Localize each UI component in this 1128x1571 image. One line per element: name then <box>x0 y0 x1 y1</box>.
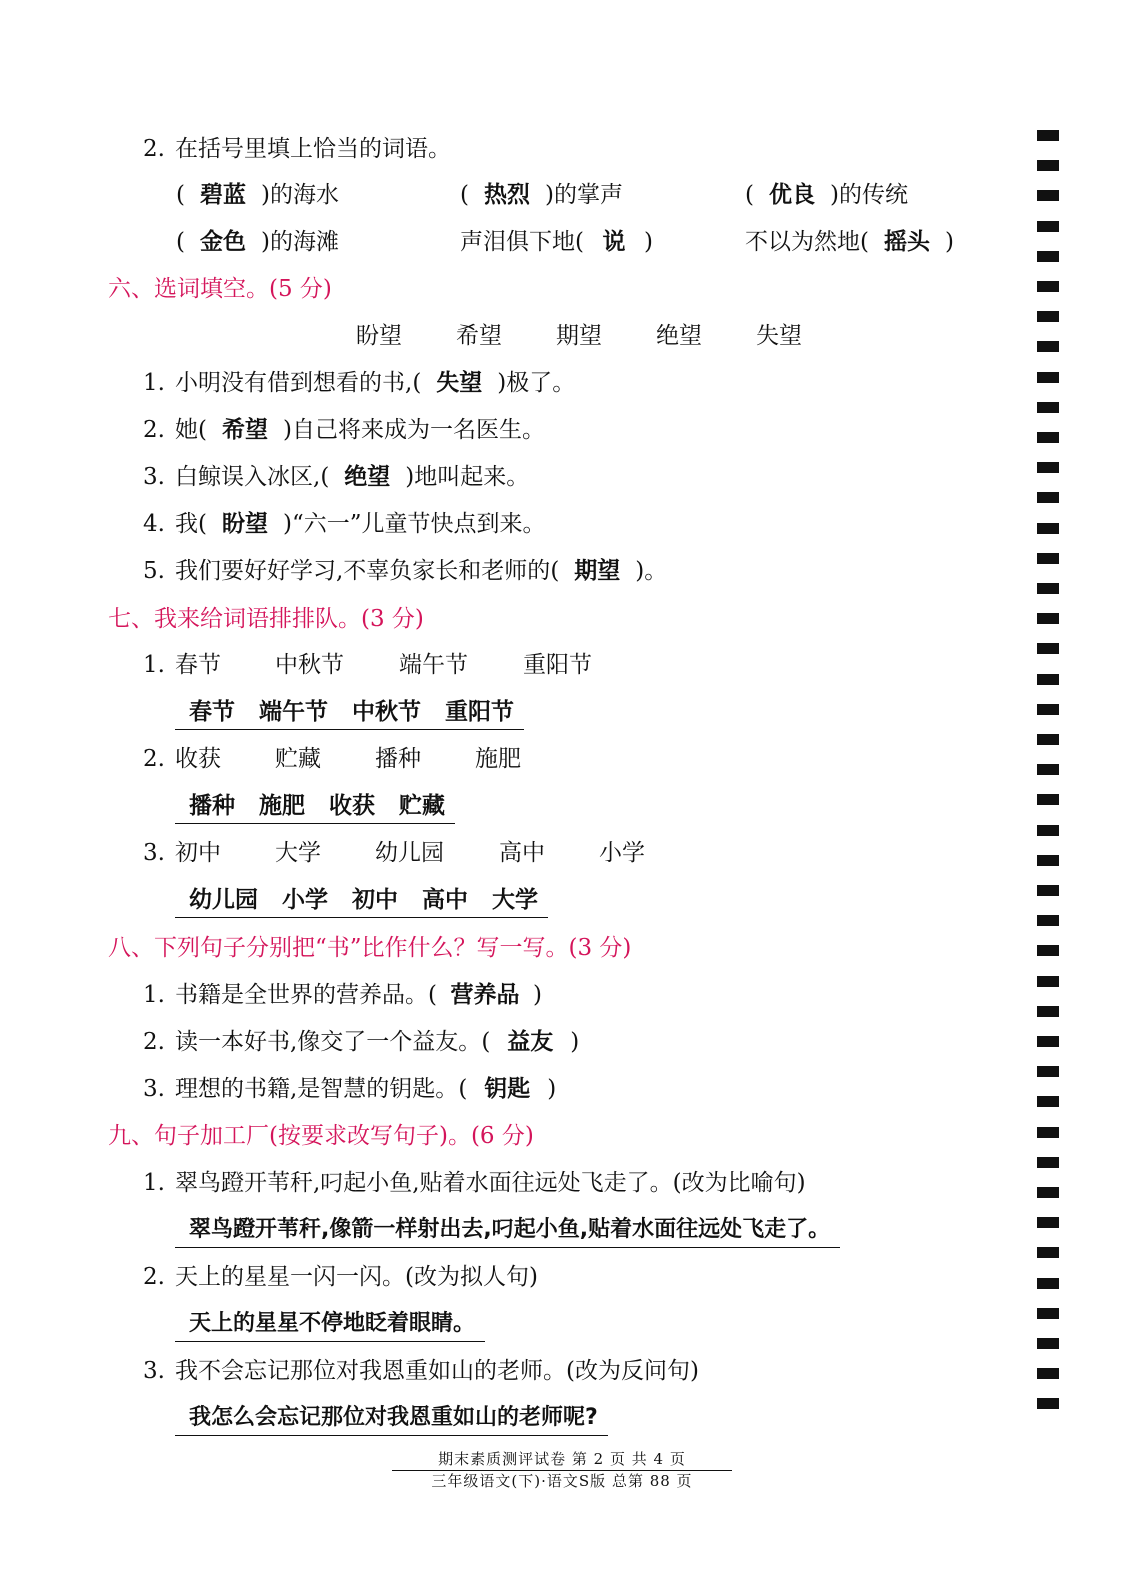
sec9-item-1 <box>143 1168 806 1198</box>
answer-word: 端午节 <box>259 699 328 725</box>
word: 重阳节 <box>523 652 592 678</box>
sentence-pre: 她 <box>175 417 198 443</box>
option-word: 希望 <box>456 323 502 349</box>
sec7-item-3-words <box>143 838 645 868</box>
binding-mark <box>1037 1368 1059 1379</box>
binding-mark <box>1037 1006 1059 1017</box>
sentence: 书籍是全世界的营养品。 <box>175 982 428 1008</box>
binding-mark <box>1037 341 1059 352</box>
sec9-item-1-answer[interactable]: 翠鸟蹬开苇秆,像箭一样射出去,叼起小鱼,贴着水面往远处飞走了。 <box>175 1215 840 1248</box>
binding-mark <box>1037 1127 1059 1138</box>
item-number: 3. <box>143 464 165 490</box>
answer-word: 初中 <box>352 887 398 913</box>
sentence-pre: 小明没有借到想看的书, <box>175 370 413 396</box>
sentence-post: 极了。 <box>506 370 576 396</box>
binding-mark <box>1037 190 1059 201</box>
answer-blank[interactable]: 盼望 <box>221 511 268 537</box>
sentence: 理想的书籍,是智慧的钥匙。 <box>175 1076 459 1102</box>
item-number: 2. <box>143 746 165 772</box>
sec9-item-2-answer[interactable]: 天上的星星不停地眨着眼睛。 <box>175 1309 485 1342</box>
sec6-item-1: 1. 小明没有借到想看的书,( 失望 )极了。 <box>143 370 576 396</box>
binding-mark <box>1037 734 1059 745</box>
binding-mark <box>1037 281 1059 292</box>
word: 大学 <box>275 840 321 866</box>
section-6-title: 六、选词填空。(5 分) <box>108 276 332 302</box>
sentence-post: 地叫起来。 <box>414 464 530 490</box>
word: 贮藏 <box>275 746 321 772</box>
item-number: 1. <box>143 1170 165 1196</box>
option-word: 期望 <box>556 323 602 349</box>
sentence: 读一本好书,像交了一个益友。 <box>175 1029 482 1055</box>
q5-row1-blank-2: ( 热烈 )的掌声 <box>460 182 623 208</box>
sec6-item-4: 4. 我( 盼望 )“六一”儿童节快点到来。 <box>143 511 546 537</box>
binding-mark <box>1037 311 1059 322</box>
q5-row2-blank-1: ( 金色 )的海滩 <box>176 229 339 255</box>
binding-mark <box>1037 915 1059 926</box>
binding-mark <box>1037 1247 1059 1258</box>
binding-mark <box>1037 825 1059 836</box>
page-footer <box>392 1449 732 1491</box>
answer-word: 大学 <box>492 887 538 913</box>
sec6-item-3: 3. 白鲸误入冰区,( 绝望 )地叫起来。 <box>143 464 530 490</box>
item-number: 4. <box>143 511 165 537</box>
binding-mark <box>1037 553 1059 564</box>
q5-row2-blank-3: 不以为然地( 摇头 ) <box>745 229 954 255</box>
sec7-item-2-words <box>143 744 521 774</box>
word: 收获 <box>175 746 221 772</box>
sentence: 翠鸟蹬开苇秆,叼起小鱼,贴着水面往远处飞走了。(改为比喻句) <box>175 1170 806 1196</box>
binding-mark <box>1037 130 1059 141</box>
word: 高中 <box>499 840 545 866</box>
binding-mark <box>1037 1036 1059 1047</box>
binding-mark <box>1037 945 1059 956</box>
binding-mark <box>1037 583 1059 594</box>
word: 春节 <box>175 652 221 678</box>
answer-blank[interactable]: 失望 <box>436 370 483 396</box>
binding-mark <box>1037 1096 1059 1107</box>
answer-blank[interactable]: 说 <box>602 229 626 255</box>
binding-mark <box>1037 402 1059 413</box>
binding-mark <box>1037 1066 1059 1077</box>
binding-mark <box>1037 764 1059 775</box>
binding-mark <box>1037 462 1059 473</box>
blank-suffix: 的掌声 <box>553 182 623 208</box>
binding-mark <box>1037 613 1059 624</box>
answer-blank[interactable]: 碧蓝 <box>199 182 246 208</box>
binding-mark <box>1037 492 1059 503</box>
binding-mark <box>1037 885 1059 896</box>
item-number: 2. <box>143 1029 165 1055</box>
answer-word: 收获 <box>329 793 375 819</box>
answer-blank[interactable]: 摇头 <box>883 229 930 255</box>
item-number: 3. <box>143 1358 165 1384</box>
item-number: 2. <box>143 1264 165 1290</box>
sec7-item-1-words <box>143 650 592 680</box>
blank-prefix: 声泪俱下地 <box>460 229 575 255</box>
answer-blank[interactable]: 热烈 <box>483 182 530 208</box>
option-word: 失望 <box>756 323 802 349</box>
word: 中秋节 <box>275 652 344 678</box>
sentence-pre: 我 <box>175 511 198 537</box>
word-options <box>356 321 856 351</box>
word: 初中 <box>175 840 221 866</box>
item-number: 1. <box>143 982 165 1008</box>
answer-word: 幼儿园 <box>189 887 258 913</box>
answer-word: 播种 <box>189 793 235 819</box>
word: 端午节 <box>399 652 468 678</box>
answer-blank[interactable]: 希望 <box>221 417 268 443</box>
binding-mark <box>1037 643 1059 654</box>
sec8-item-2: 2. 读一本好书,像交了一个益友。( 益友 ) <box>143 1029 580 1055</box>
item-number: 5. <box>143 558 165 584</box>
blank-suffix: 的传统 <box>838 182 908 208</box>
sec7-item-3-answer[interactable] <box>175 885 548 918</box>
sec7-item-1-answer[interactable] <box>175 697 524 730</box>
sec6-item-2: 2. 她( 希望 )自己将来成为一名医生。 <box>143 417 545 443</box>
section-7-title: 七、我来给词语排排队。(3 分) <box>108 606 424 632</box>
sentence-post: 。 <box>644 558 668 584</box>
binding-mark <box>1037 1217 1059 1228</box>
binding-mark <box>1037 855 1059 866</box>
word: 小学 <box>599 840 645 866</box>
section-8-title: 八、下列句子分别把“书”比作什么？写一写。(3 分) <box>108 935 632 961</box>
sec9-item-3 <box>143 1356 699 1386</box>
binding-mark <box>1037 794 1059 805</box>
item-number: 2. <box>143 136 165 162</box>
blank-suffix: 的海滩 <box>269 229 339 255</box>
binding-mark <box>1037 1398 1059 1409</box>
answer-blank[interactable]: 钥匙 <box>484 1076 531 1102</box>
answer-word: 贮藏 <box>399 793 445 819</box>
q5-row2-blank-2: 声泪俱下地( 说 ) <box>460 229 653 255</box>
sec7-item-2-answer[interactable] <box>175 791 455 824</box>
binding-mark <box>1037 976 1059 987</box>
answer-word: 高中 <box>422 887 468 913</box>
answer-word: 春节 <box>189 699 235 725</box>
binding-mark <box>1037 160 1059 171</box>
answer-blank[interactable]: 营养品 <box>450 982 520 1008</box>
binding-mark <box>1037 1278 1059 1289</box>
answer-blank[interactable]: 绝望 <box>344 464 391 490</box>
item-number: 1. <box>143 652 165 678</box>
q5-row1-blank-1: ( 碧蓝 )的海水 <box>176 182 339 208</box>
item-number: 2. <box>143 417 165 443</box>
binding-mark <box>1037 1187 1059 1198</box>
word: 幼儿园 <box>375 840 444 866</box>
q5-row1-blank-3: ( 优良 )的传统 <box>745 182 908 208</box>
sentence: 我不会忘记那位对我恩重如山的老师。(改为反问句) <box>175 1358 699 1384</box>
sec9-item-3-answer[interactable]: 我怎么会忘记那位对我恩重如山的老师呢? <box>175 1403 608 1436</box>
sentence: 天上的星星一闪一闪。(改为拟人句) <box>175 1264 538 1290</box>
answer-blank[interactable]: 金色 <box>199 229 246 255</box>
answer-word: 施肥 <box>259 793 305 819</box>
answer-word: 重阳节 <box>445 699 514 725</box>
blank-prefix: 不以为然地 <box>745 229 860 255</box>
option-word: 盼望 <box>356 323 402 349</box>
item-number: 3. <box>143 1076 165 1102</box>
word: 播种 <box>375 746 421 772</box>
answer-word: 小学 <box>282 887 328 913</box>
binding-mark <box>1037 523 1059 534</box>
question-text: 在括号里填上恰当的词语。 <box>175 136 451 162</box>
binding-mark <box>1037 704 1059 715</box>
sec9-item-2 <box>143 1262 538 1292</box>
binding-mark <box>1037 372 1059 383</box>
binding-mark <box>1037 1338 1059 1349</box>
answer-blank[interactable]: 期望 <box>574 558 621 584</box>
binding-mark <box>1037 1157 1059 1168</box>
item-number: 3. <box>143 840 165 866</box>
sentence-pre: 白鲸误入冰区, <box>175 464 321 490</box>
section-9-title: 九、句子加工厂(按要求改写句子)。(6 分) <box>108 1123 534 1149</box>
q5-item2-question <box>143 134 451 164</box>
sec6-item-5: 5. 我们要好好学习,不辜负家长和老师的( 期望 )。 <box>143 558 668 584</box>
binding-mark <box>1037 251 1059 262</box>
item-number: 1. <box>143 370 165 396</box>
binding-mark <box>1037 432 1059 443</box>
footer-line-2: 三年级语文(下)·语文S版 总第 88 页 <box>431 1472 693 1490</box>
footer-line-1: 期末素质测评试卷 第 2 页 共 4 页 <box>392 1449 732 1471</box>
binding-mark <box>1037 1308 1059 1319</box>
binding-mark <box>1037 221 1059 232</box>
blank-suffix: 的海水 <box>269 182 339 208</box>
option-word: 绝望 <box>656 323 702 349</box>
sentence-post: 自己将来成为一名医生。 <box>291 417 545 443</box>
answer-word: 中秋节 <box>352 699 421 725</box>
answer-blank[interactable]: 优良 <box>768 182 815 208</box>
sec8-item-3: 3. 理想的书籍,是智慧的钥匙。( 钥匙 ) <box>143 1076 557 1102</box>
sec8-item-1: 1. 书籍是全世界的营养品。( 营养品 ) <box>143 982 542 1008</box>
binding-mark <box>1037 674 1059 685</box>
word: 施肥 <box>475 746 521 772</box>
sentence-post: “六一”儿童节快点到来。 <box>291 511 546 537</box>
sentence-pre: 我们要好好学习,不辜负家长和老师的 <box>175 558 551 584</box>
answer-blank[interactable]: 益友 <box>507 1029 554 1055</box>
